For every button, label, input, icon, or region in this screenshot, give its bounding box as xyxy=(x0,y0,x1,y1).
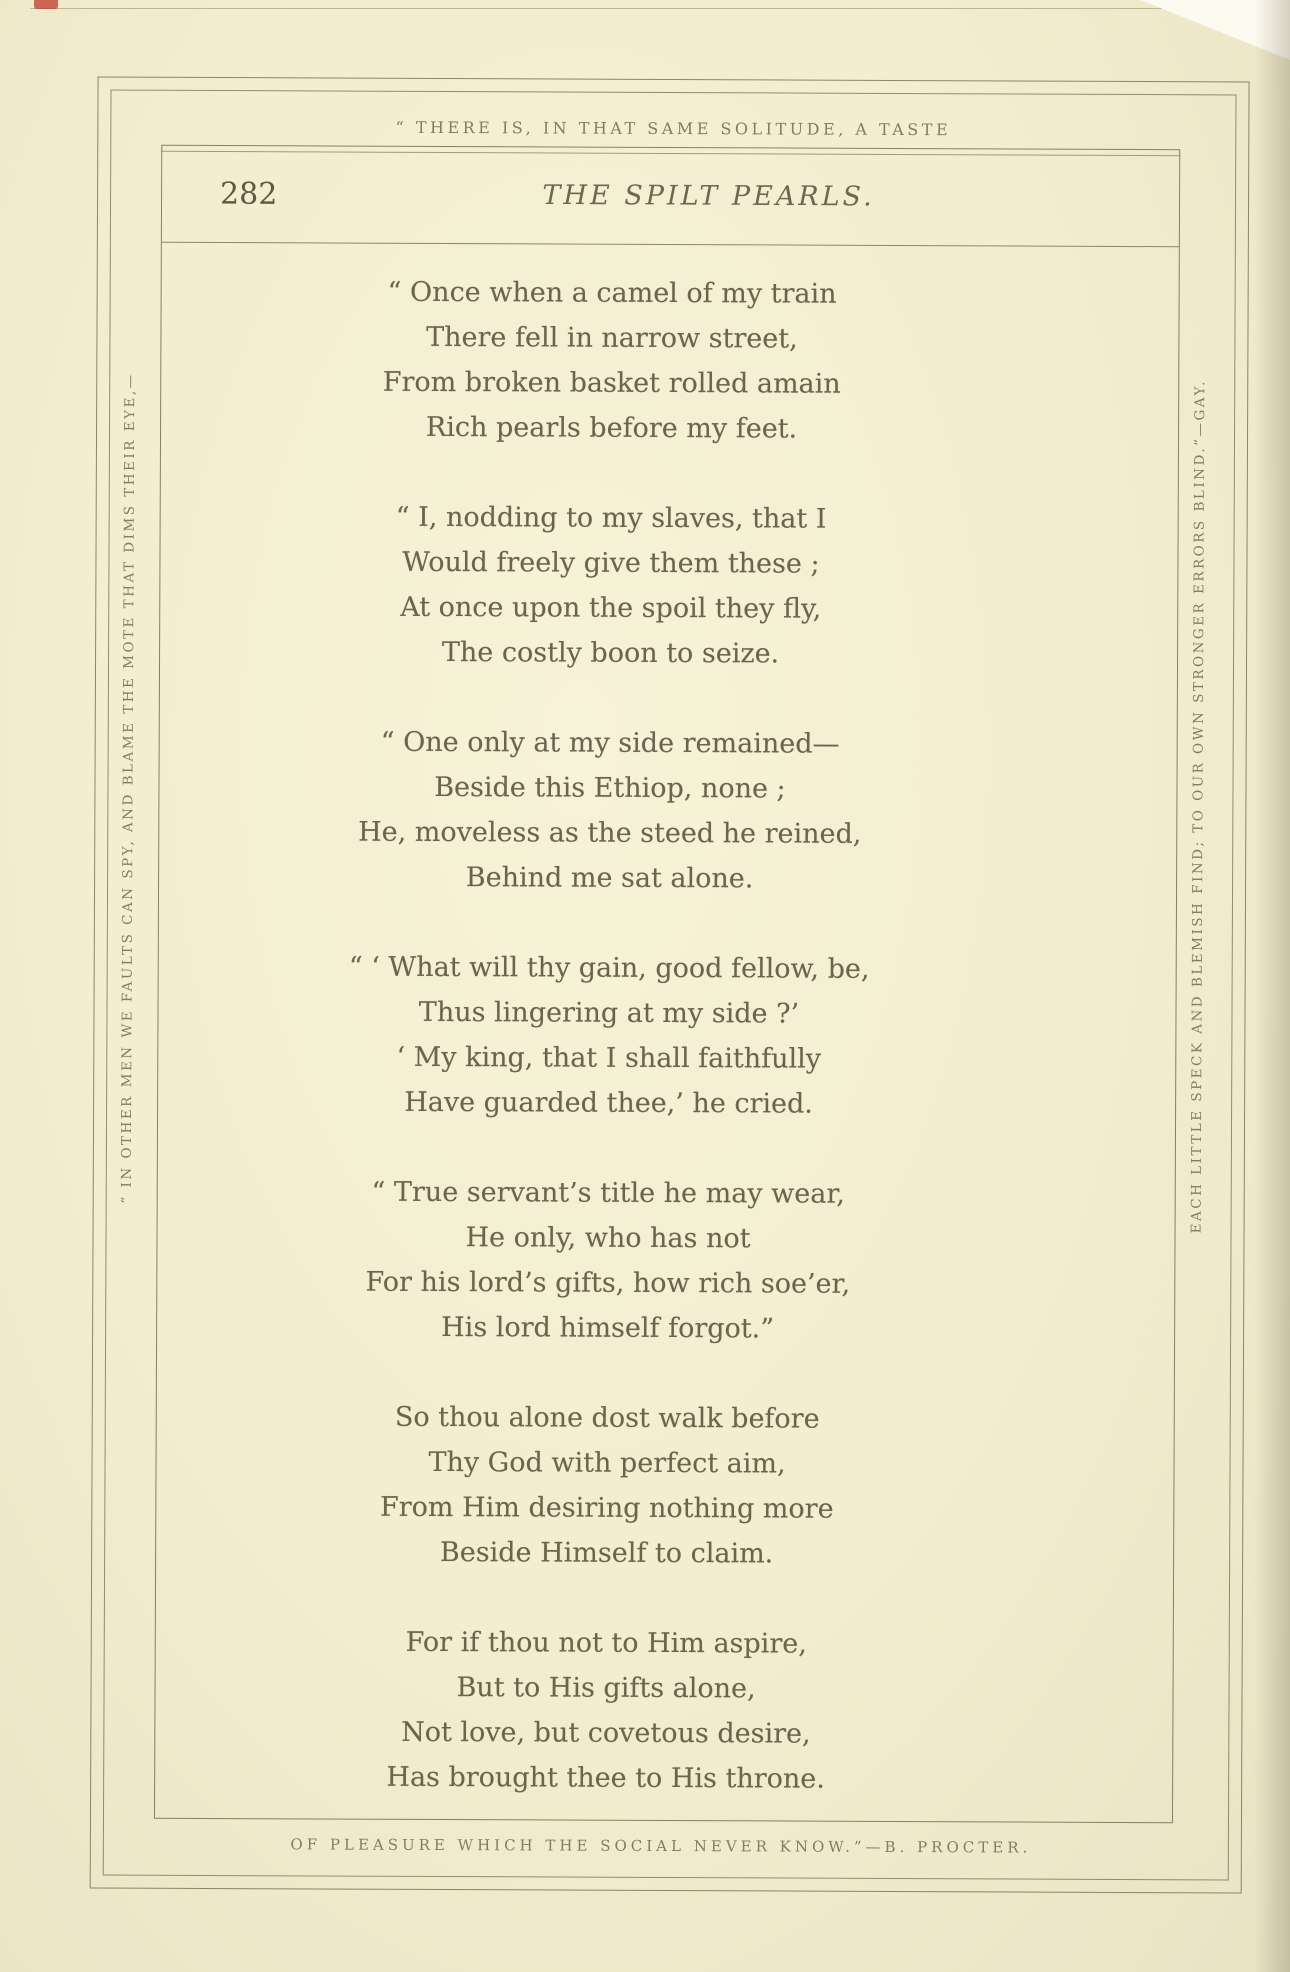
poem-line: But to His gifts alone, xyxy=(456,1672,756,1705)
poem-line: Have guarded thee,’ he cried. xyxy=(404,1086,814,1120)
poem-line: ‘ My king, that I shall faithfully xyxy=(396,1041,822,1075)
poem-line: From Him desiring nothing more xyxy=(380,1491,834,1525)
right-border-quote: EACH LITTLE SPECK AND BLEMISH FIND; TO OUR OWN STRONGER ERRORS BLIND.”—GAY. xyxy=(1188,379,1209,1234)
poem-line: The costly boon to seize. xyxy=(441,637,780,670)
poem xyxy=(155,243,1179,1803)
page-number: 282 xyxy=(219,176,278,212)
poem-line: Has brought thee to His throne. xyxy=(386,1761,825,1795)
stanza xyxy=(161,269,1063,453)
page-title: THE SPILT PEARLS. xyxy=(542,179,875,213)
scan-artifact-right-shadow xyxy=(1254,0,1290,1972)
stanza xyxy=(160,494,1062,678)
scan-artifact-page-edge xyxy=(30,8,1244,9)
stanza xyxy=(157,1169,1059,1353)
stanza xyxy=(158,944,1060,1128)
poem-line: “ ‘ What will thy gain, good fellow, be, xyxy=(348,951,870,985)
top-border-quote: “ THERE IS, IN THAT SAME SOLITUDE, A TASTE xyxy=(395,117,952,140)
poem-line: “ True servant’s title he may wear, xyxy=(371,1176,845,1210)
poem-line: There fell in narrow street, xyxy=(426,321,798,355)
poem-line: “ Once when a camel of my train xyxy=(387,276,837,310)
poem-line: Beside this Ethiop, none ; xyxy=(434,771,786,805)
left-border-quote: “ IN OTHER MEN WE FAULTS CAN SPY, AND BLAME THE MOTE THAT DIMS THEIR EYE,— xyxy=(118,371,139,1204)
poem-line: For if thou not to Him aspire, xyxy=(405,1626,807,1660)
poem-line: “ I, nodding to my slaves, that I xyxy=(395,501,827,535)
poem-line: Thus lingering at my side ?’ xyxy=(418,996,800,1030)
stanza xyxy=(156,1394,1058,1578)
poem-line: So thou alone dost walk before xyxy=(394,1401,820,1435)
poem-line: Behind me sat alone. xyxy=(465,862,754,895)
poem-line: Would freely give them these ; xyxy=(402,546,820,580)
stanza xyxy=(159,719,1061,903)
page-header xyxy=(162,146,1179,247)
poem-line: He only, who has not xyxy=(465,1222,751,1255)
scan-artifact-red-mark xyxy=(34,0,58,9)
page-frame xyxy=(90,76,1250,1893)
poem-line: At once upon the spoil they fly, xyxy=(400,591,822,625)
stanza xyxy=(155,1619,1057,1803)
poem-line: Not love, but covetous desire, xyxy=(401,1716,811,1750)
poem-line: “ One only at my side remained— xyxy=(380,726,840,760)
poem-line: For his lord’s gifts, how rich soe’er, xyxy=(365,1266,851,1300)
poem-line: His lord himself forgot.” xyxy=(441,1312,775,1345)
bottom-border-quote: OF PLEASURE WHICH THE SOCIAL NEVER KNOW.”—B. PROCTER. xyxy=(290,1835,1032,1857)
content-box xyxy=(154,145,1180,1823)
poem-line: Rich pearls before my feet. xyxy=(425,411,798,445)
poem-line: Beside Himself to claim. xyxy=(439,1537,774,1570)
poem-line: From broken basket rolled amain xyxy=(382,366,841,400)
poem-line: He, moveless as the steed he reined, xyxy=(358,816,862,850)
poem-line: Thy God with perfect aim, xyxy=(428,1446,786,1480)
